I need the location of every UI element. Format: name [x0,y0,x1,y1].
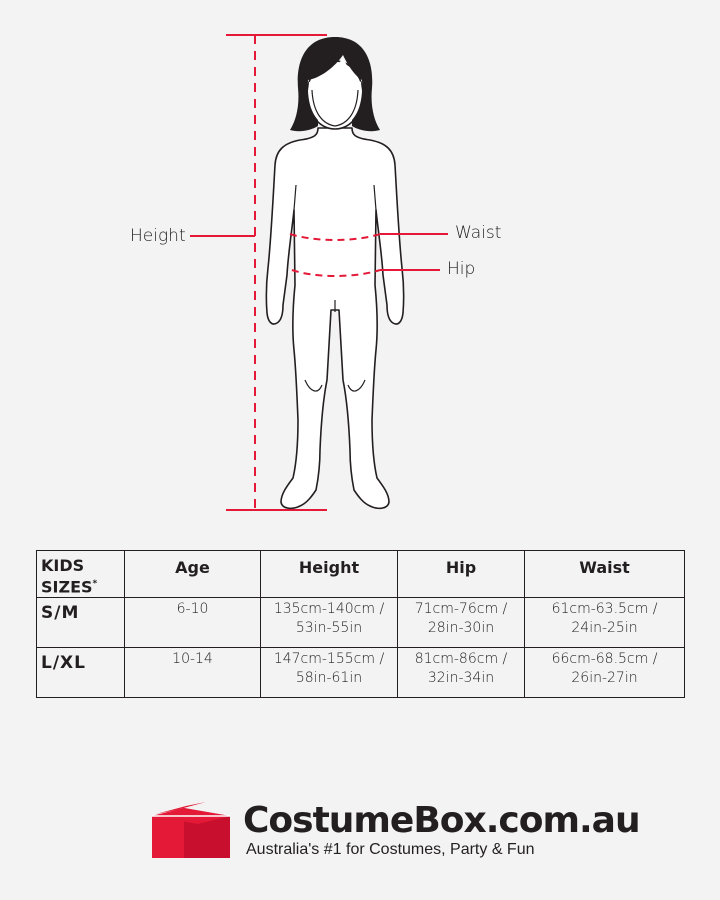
height-label: Height [130,226,186,246]
header-sizes-line1: KIDS [41,556,85,575]
header-height: Height [261,551,398,598]
waist-label: Waist [455,223,502,243]
brand-tagline: Australia's #1 for Costumes, Party & Fun [246,841,535,858]
row-height: 147cm-155cm / 58in-61in [261,648,398,698]
row-hip: 71cm-76cm / 28in-30in [398,598,525,648]
header-sizes-marker: * [92,579,98,589]
row-age: 6-10 [125,598,261,648]
header-sizes [37,551,125,598]
header-waist: Waist [525,551,685,598]
costumebox-logo-icon [150,802,234,860]
row-age: 10-14 [125,648,261,698]
brand-name: CostumeBox.com.au [243,800,640,841]
header-sizes-line2: SIZES [41,577,93,597]
row-waist: 61cm-63.5cm / 24in-25in [525,598,685,648]
row-hip: 81cm-86cm / 32in-34in [398,648,525,698]
header-age: Age [125,551,261,598]
size-table [36,550,685,698]
child-figure [266,61,403,508]
table-row [37,648,685,698]
table-row [37,598,685,648]
header-hip: Hip [398,551,525,598]
row-size: S/M [37,598,125,648]
row-waist: 66cm-68.5cm / 26in-27in [525,648,685,698]
row-height: 135cm-140cm / 53in-55in [261,598,398,648]
row-size: L/XL [37,648,125,698]
hip-label: Hip [447,259,476,279]
table-header-row [37,551,685,598]
